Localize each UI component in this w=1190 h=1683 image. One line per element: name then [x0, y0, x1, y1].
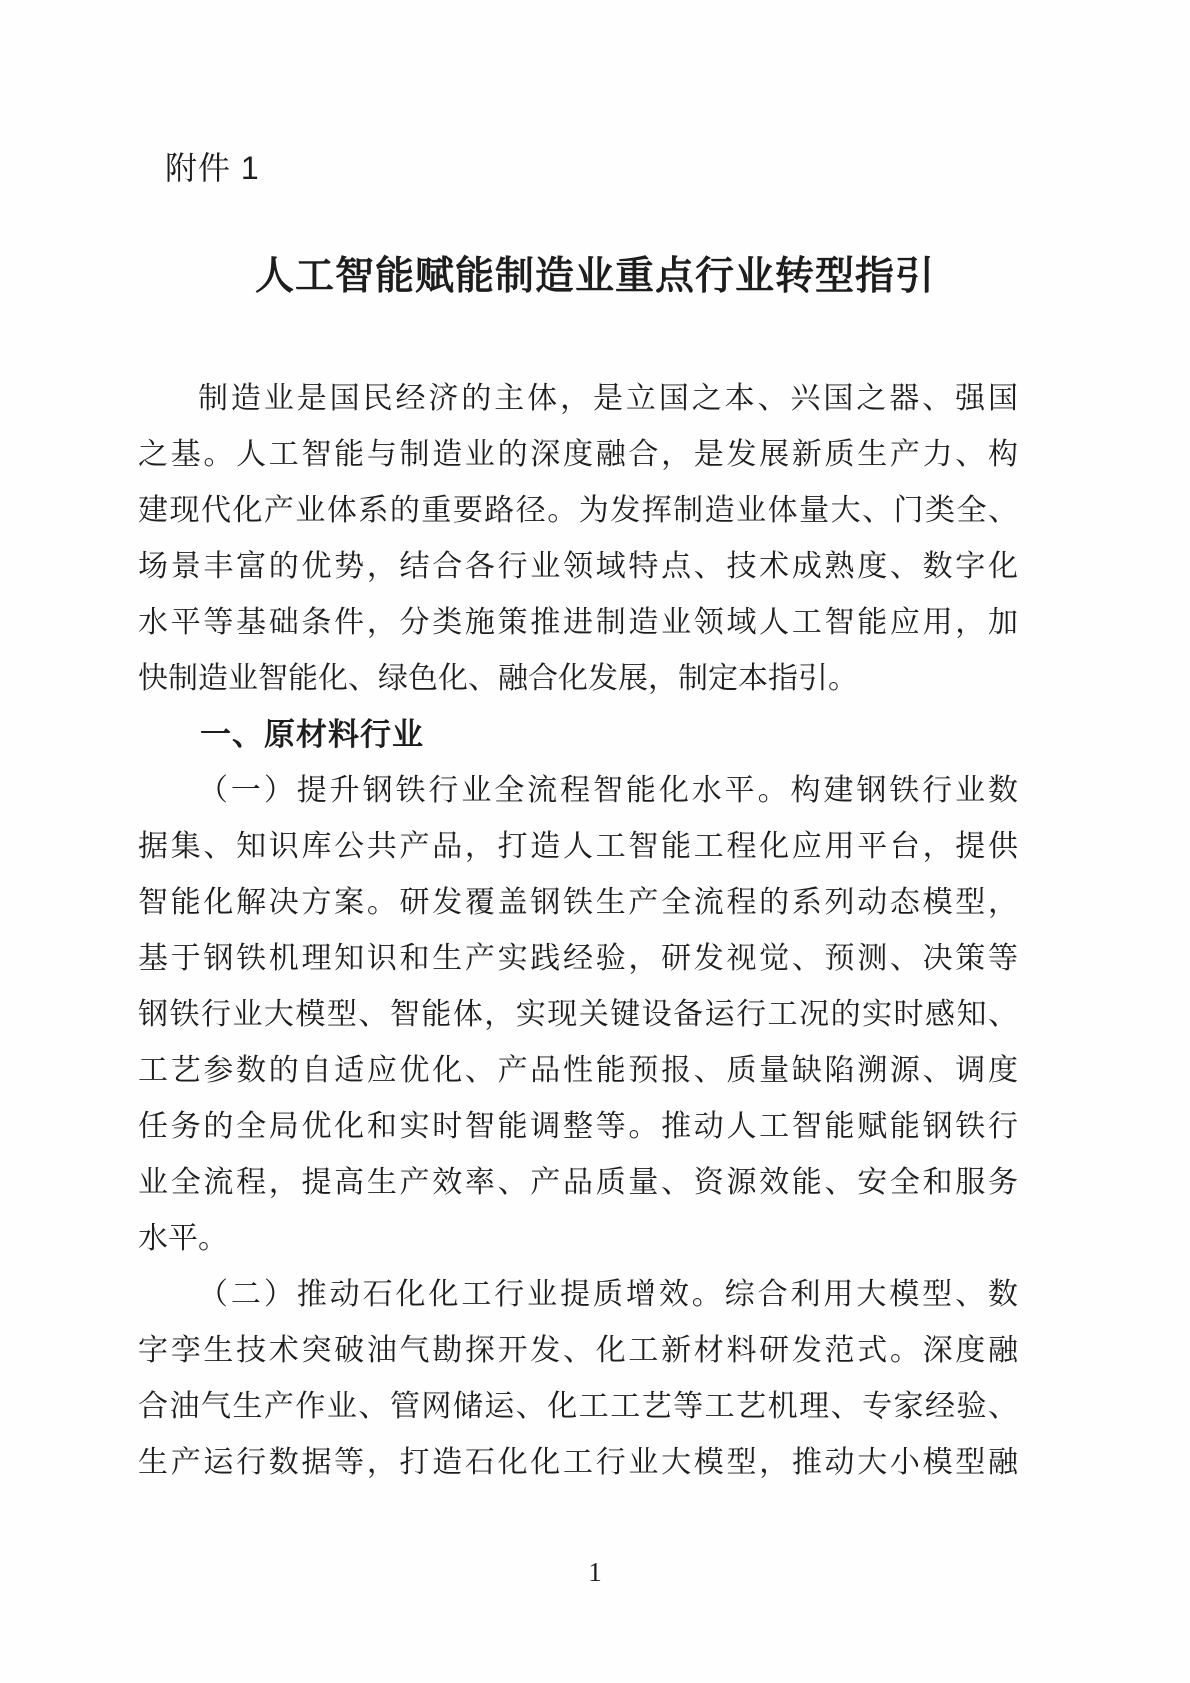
body-line: 基于钢铁机理知识和生产实践经验，研发视觉、预测、决策等 [138, 942, 1018, 975]
body-line: 合油气生产作业、管网储运、化工工艺等工艺机理、专家经验、 [138, 1390, 1018, 1423]
body-line: 任务的全局优化和实时智能调整等。推动人工智能赋能钢铁行 [138, 1110, 1018, 1143]
body-line: （二）推动石化化工行业提质增效。综合利用大模型、数 [198, 1278, 1018, 1311]
body-line: 快制造业智能化、绿色化、融合化发展，制定本指引。 [138, 662, 858, 695]
section-heading: 一、原材料行业 [200, 717, 424, 752]
body-line: （一）提升钢铁行业全流程智能化水平。构建钢铁行业数 [198, 774, 1018, 807]
body-line: 智能化解决方案。研发覆盖钢铁生产全流程的系列动态模型， [138, 886, 1018, 919]
body-line: 据集、知识库公共产品，打造人工智能工程化应用平台，提供 [138, 830, 1018, 863]
body-line: 水平。 [138, 1222, 228, 1255]
body-line: 制造业是国民经济的主体，是立国之本、兴国之器、强国 [198, 382, 1018, 415]
paragraph [138, 371, 1018, 707]
body-line: 工艺参数的自适应优化、产品性能预报、质量缺陷溯源、调度 [138, 1054, 1018, 1087]
page-number: 1 [588, 1557, 602, 1587]
paragraph [138, 1267, 1018, 1491]
paragraph [138, 763, 1018, 1267]
body-line: 钢铁行业大模型、智能体，实现关键设备运行工况的实时感知、 [138, 998, 1018, 1031]
body-line: 水平等基础条件，分类施策推进制造业领域人工智能应用，加 [138, 606, 1018, 639]
body-line: 字孪生技术突破油气勘探开发、化工新材料研发范式。深度融 [138, 1334, 1018, 1367]
document-body [138, 371, 1018, 1491]
body-line: 生产运行数据等，打造石化化工行业大模型，推动大小模型融 [138, 1446, 1018, 1479]
attachment-label: 附件 1 [165, 150, 260, 186]
body-line: 业全流程，提高生产效率、产品质量、资源效能、安全和服务 [138, 1166, 1018, 1199]
body-line: 建现代化产业体系的重要路径。为发挥制造业体量大、门类全、 [138, 494, 1018, 527]
document-title: 人工智能赋能制造业重点行业转型指引 [254, 255, 935, 298]
body-line: 场景丰富的优势，结合各行业领域特点、技术成熟度、数字化 [138, 550, 1018, 583]
body-line: 之基。人工智能与制造业的深度融合，是发展新质生产力、构 [138, 438, 1018, 471]
